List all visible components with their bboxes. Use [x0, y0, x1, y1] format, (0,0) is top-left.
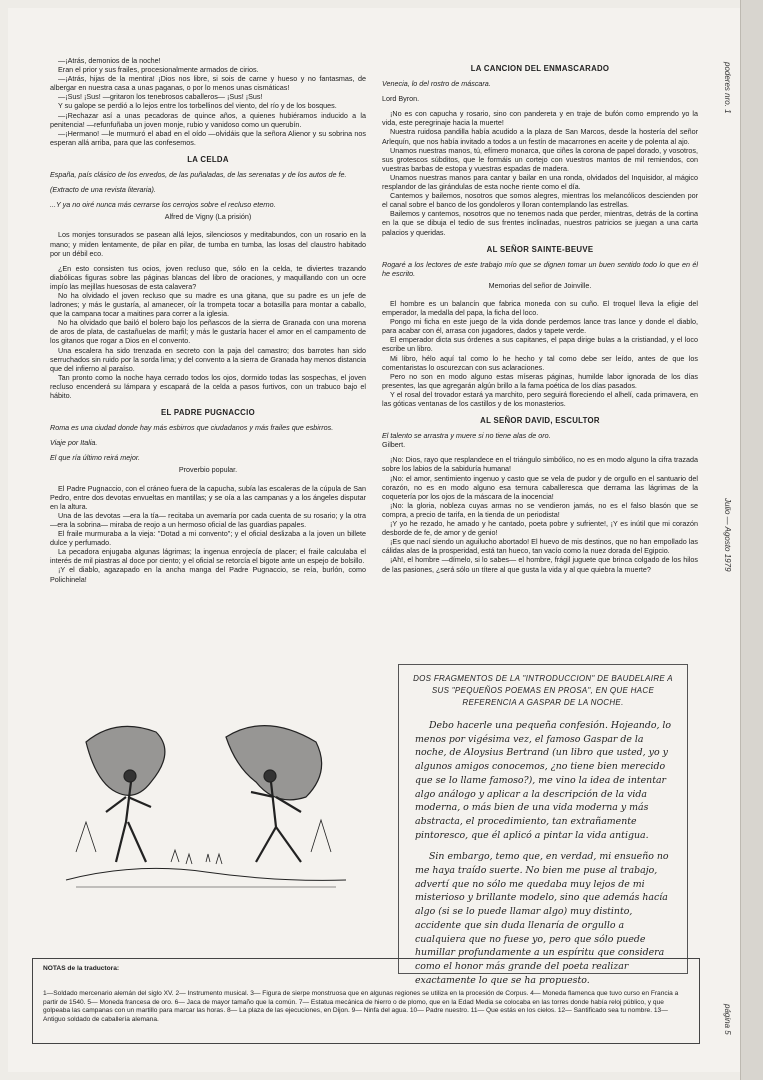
- paragraph: Eran el prior y sus frailes, procesionalmente armados de cirios.: [58, 65, 259, 75]
- paragraph: —¡Hermano! —le murmuró el abad en el oído —olvidáis que la señora Alienor y su sobrina nos esperan allá arriba, para que las confesemos.: [50, 128, 366, 147]
- paragraph: ¡No: la gloria, nobleza cuyas armas no se vendieron jamás, no es el falso blasón que se compra, a precio de tarifa, en la tienda de un periodista!: [382, 500, 698, 519]
- paragraph: ¡Y yo he rezado, he amado y he cantado, poeta pobre y sufriente!, ¡Y es inútil que mi corazón desborde de fe, de amor y de genio!: [382, 519, 698, 538]
- section-title-la-celda: LA CELDA: [187, 154, 229, 164]
- paragraph: ¡No: el amor, sentimiento ingenuo y casto que se vela de pudor y de orgullo en el santuario del corazón, no es en modo alguno esa ternura caballeresca que derrama las lágrimas de la coquetería por los ojos de la máscara de la inocencia!: [382, 473, 698, 501]
- epigraph: Venecia, lo del rostro de máscara.: [382, 79, 491, 89]
- section-title-david: AL SEÑOR DAVID, ESCULTOR: [480, 416, 600, 426]
- epigraph: El talento se arrastra y muere si no tiene alas de oro.: [382, 431, 551, 441]
- paragraph: Pero no son en modo alguno estas míseras páginas, humilde labor ignorada de los días presentes, las que agregarán algún brillo a la fama poética de los días pasados.: [382, 371, 698, 390]
- journal-name: poderes nro. 1: [723, 62, 732, 114]
- paragraph: Unamos nuestras manos para cantar y bailar en una ronda, olvidados del Inquisidor, al mágico resplandor de las girándulas de esta noche riente como el día.: [382, 172, 698, 192]
- paragraph: Bailemos y cantemos, nosotros que no tenemos nada que perder, mientras, detrás de la cortina en la que se dibuja el tedio de sus frentes inclinadas, nuestros patricios se juegan a una carta palacios y queridas.: [382, 209, 698, 237]
- paragraph: —¡Atrás, hijas de la mentira! ¡Dios nos libre, si sois de carne y hueso y no fantasmas, de albergar en nuestra casa a unas paganas, o por lo menos unas cismáticas!: [50, 74, 366, 93]
- notes-title: NOTAS de la traductora:: [43, 965, 120, 972]
- paragraph: Unamos nuestras manos, tú, efímero monarca, que ciñes la corona de papel dorado, y vosotros, sus grotescos súbditos, que le formáis un cortejo con vuestros mantos de mil remiendos, con vuestras barbas de estopa y vuestras espadas de madera.: [382, 145, 698, 173]
- paragraph: ¡Es que nací siendo un aguilucho abortado! El huevo de mis destinos, que no han empollado las cálidas alas de la prosperidad, está tan hueco, tan vacío como la nuez dorada del Egipcio.: [382, 537, 698, 556]
- epigraph: Roma es una ciudad donde hay más esbirros que ciudadanos y más frailes que esbirros.: [50, 423, 334, 433]
- paragraph: El fraile murmuraba a la vieja: "Dotad a mi convento"; y el oficial deslizaba a la joven un billete dulce y perfumado.: [50, 529, 366, 548]
- left-column: [50, 56, 366, 584]
- paragraph: La pecadora enjugaba algunas lágrimas; la ingenua enrojecía de placer; el fraile calculaba el interés de mil piastras al doce por ciento; y el oficial se retorcía el bigote ante un espejo de bolsillo.: [50, 547, 366, 566]
- paragraph: —¡Rechazar así a unas pecadoras de quince años, a quienes hubiéramos inducido a la penitencia! —refunfuñaba un joven monje, rubio y vanidoso como un querubín.: [50, 110, 366, 129]
- paragraph: ¡Y el diablo, agazapado en la ancha manga del Padre Pugnaccio, se reía, burlón, como Polichinela!: [50, 565, 366, 584]
- page-number: página 5: [723, 1004, 732, 1035]
- paragraph: Tan pronto como la noche haya cerrado todos los ojos, dormido todas las sospechas, el joven recluso encenderá su lámpara y escapará de la celda a pasos furtivos, con un trabuco bajo el hábito.: [50, 372, 366, 400]
- paragraph: ¡No: Dios, rayo que resplandece en el triángulo simbólico, no es en modo alguno la cifra trazada sobre los labios de la sabiduría humana!: [382, 455, 698, 474]
- paragraph: Una de las devotas —era la tía— recitaba un avemaría por cada cuenta de su rosario; y la otra —era la sobrina— miraba de reojo a un hermoso oficial de las guardias papales.: [50, 510, 366, 529]
- paragraph: ¡Ah!, el hombre —dímelo, si lo sabes— el hombre, frágil juguete que brinca colgado de los hilos de las pasiones, ¿será sólo un títere al que gusta la vida y al que quiebra la muerte?: [382, 555, 698, 574]
- next-page-edge: [740, 0, 763, 1080]
- section-title-padre-pugnaccio: EL PADRE PUGNACCIO: [161, 408, 255, 418]
- translator-notes: [32, 958, 700, 1044]
- epigraph-attribution: Alfred de Vigny (La prisión): [164, 212, 252, 222]
- box-paragraph: Debo hacerle una pequeña confesión. Hojeando, lo menos por vigésima vez, el famoso Gaspar de la noche, de Aloysius Bertrand (un libro que usted, yo y algunos amigos conocemos, ¿no tiene bien merecido que se lo llame famoso?), me vino la idea de intentar algo análogo y aplicar a la descripción de la vida moderna, o más bien de una vida moderna y más abstracta, el procedimiento, tan extrañamente pintoresco, que él aplicó a pintar la vida antigua.: [415, 720, 672, 841]
- paragraph: Y el rosal del trovador estará ya marchito, pero seguirá floreciendo el alhelí, cada primavera, en las góticas ventanas de los castillos y de los monasterios.: [382, 389, 698, 408]
- paragraph: Pongo mi ficha en este juego de la vida donde perdemos lance tras lance y donde el diablo, para acabar con él, arrasa con jugadores, dados y tapete verde.: [382, 317, 698, 336]
- paragraph: Una escalera ha sido trenzada en secreto con la paja del camastro; dos barrotes han sido serruchados sin ruido por la sorda lima; y del convento a la sierra de Granada hay menos distancia que del infierno al paraíso.: [50, 345, 366, 373]
- notes-text: 1—Soldado mercenario alemán del siglo XV. 2— Instrumento musical. 3— Figura de sierpe monstruosa que en algunas regiones se utiliza en la procesión de Corpus. 4— Moneda flamenca que tuvo curso en Francia a partir de 1540. 5— Moneda francesa de oro. 6— Jaca de mayor tamaño que la común. 7— Estatua mecánica de hierro o de plomo, que en la Edad Media se colocaba en las torres donde había reloj público, y que golpeaba las campanas con un martillo para marcar las horas. 8— La plaza de las ejecuciones, en Dijon. 9— Ninfa del agua. 10— Padre nuestro. 11— Que estás en los cielos. 12— Santificado sea tu nombre. 13— Antiguo soldado de caballería alemana.: [43, 989, 679, 1024]
- paragraph: Los monjes tonsurados se pasean allá lejos, silenciosos y meditabundos, con un rosario en la mano; y miden lentamente, de pilar en pilar, de tumba en tumba, las losas del claustro habitado por un débil eco.: [50, 230, 366, 258]
- epigraph-quote: El que ría último reirá mejor.: [50, 453, 141, 463]
- paragraph: No ha olvidado el joven recluso que su madre es una gitana, que su padre es un jefe de ladrones; y más le gustaría, al amanecer, oír la trompeta tocar a botasilla para montar a caballo, que la campana tocar a maitines para correr a la iglesia.: [50, 290, 366, 319]
- epigraph-quote: ...Y ya no oiré nunca más cerrarse los cerrojos sobre el recluso eterno.: [50, 200, 276, 210]
- box-title: DOS FRAGMENTOS DE LA "INTRODUCCION" DE BAUDELAIRE A SUS "PEQUEÑOS POEMAS EN PROSA", EN QUE HACE REFERENCIA A GASPAR DE LA NOCHE.: [413, 674, 673, 707]
- paragraph: Nuestra ruidosa pandilla había acudido a la plaza de San Marcos, desde la hostería del señor Arlequín, que nos había invitado a todos a un festín de macarrones en aceite y de polenta al ajo.: [382, 127, 698, 146]
- paragraph: ¿En esto consisten tus ocios, joven recluso que, sólo en la celda, te diviertes trazando diabólicas figuras sobre las páginas blancas del libro de oraciones, y maquillando con un ocre impío las mejillas huesosas de esta calavera?: [50, 263, 366, 291]
- paragraph: Cantemos y bailemos, nosotros que somos alegres, mientras los melancólicos descienden por el canal sobre el banco de los gondoleros y lloran contemplando las estrellas.: [382, 191, 698, 210]
- paragraph: El hombre es un balancín que fabrica moneda con su cuño. El troquel lleva la efigie del emperador, la medalla del papa, la ficha del loco.: [382, 298, 698, 318]
- paragraph: El Padre Pugnaccio, con el cráneo fuera de la capucha, subía las escaleras de la cúpula de San Pedro, entre dos devotas envueltas en mantillas; y se oía a las campanas y a los ángeles disputar en la altura.: [50, 483, 366, 511]
- epigraph-attribution: Gilbert.: [382, 440, 406, 450]
- box-paragraph: Sin embargo, temo que, en verdad, mi ensueño no me haya traído suerte. No bien me puse al trabajo, advertí que no sólo me quedaba muy lejos de mi misterioso y brillante modelo, sino que además hacía algo (si se lo puede llamar algo) muy distinto, accidente que sin duda llenaría de orgullo a cualquiera que no fuese yo, pero que sólo puede humillar profundamente a un espíritu que considera como el honor más grande del poeta realizar exactamente lo que se ha propuesto.: [415, 851, 669, 986]
- engraving-illustration: [56, 712, 352, 902]
- paragraph: ¡No es con capucha y rosario, sino con pandereta y en traje de bufón como emprendo yo la vida, este peregrinaje hacia la muerte!: [382, 109, 698, 128]
- paragraph: Mi libro, hélo aquí tal como lo he hecho y tal como debe ser leído, antes de que los comentaristas lo oscurezcan con sus aclaraciones.: [382, 353, 698, 372]
- right-column: [382, 64, 698, 574]
- epigraph: España, país clásico de los enredos, de las puñaladas, de las serenatas y de los autos de fe.: [50, 170, 347, 180]
- paragraph: —¡Atrás, demonios de la noche!: [58, 56, 161, 65]
- paragraph: El emperador dicta sus órdenes a sus capitanes, el papa dirige bulas a la cristiandad, y el loco escribe un libro.: [382, 335, 698, 354]
- epigraph-source: Viaje por Italia.: [50, 438, 98, 448]
- epigraph-source: (Extracto de una revista literaria).: [50, 185, 156, 195]
- epigraph-attribution: Proverbio popular.: [178, 465, 238, 475]
- issue-date: Julio — Agosto 1979: [723, 498, 732, 572]
- section-title-enmascarado: LA CANCION DEL ENMASCARADO: [470, 64, 610, 73]
- epigraph-attribution: Lord Byron.: [382, 94, 420, 104]
- epigraph-attribution: Memorias del señor de Joinville.: [488, 280, 592, 290]
- section-title-sainte-beuve: AL SEÑOR SAINTE-BEUVE: [486, 244, 594, 254]
- paragraph: Y su galope se perdió a lo lejos entre los torbellinos del viento, del río y de los bosques.: [58, 101, 337, 111]
- baudelaire-box: [398, 664, 688, 986]
- paragraph: No ha olvidado que bailó el bolero bajo los peñascos de la sierra de Granada con una morena de aros de plata, de castañuelas de marfil; y más le gustaría hacer el amor en el campamento de los gitanos que rogar a Dios en el convento.: [50, 318, 366, 346]
- epigraph: Rogaré a los lectores de este trabajo mío que se dignen tomar un buen sentido todo lo que en él he escrito.: [382, 259, 698, 278]
- paragraph: —¡Sus! ¡Sus! —gritaron los tenebrosos caballeros— ¡Sus! ¡Sus!: [58, 92, 263, 102]
